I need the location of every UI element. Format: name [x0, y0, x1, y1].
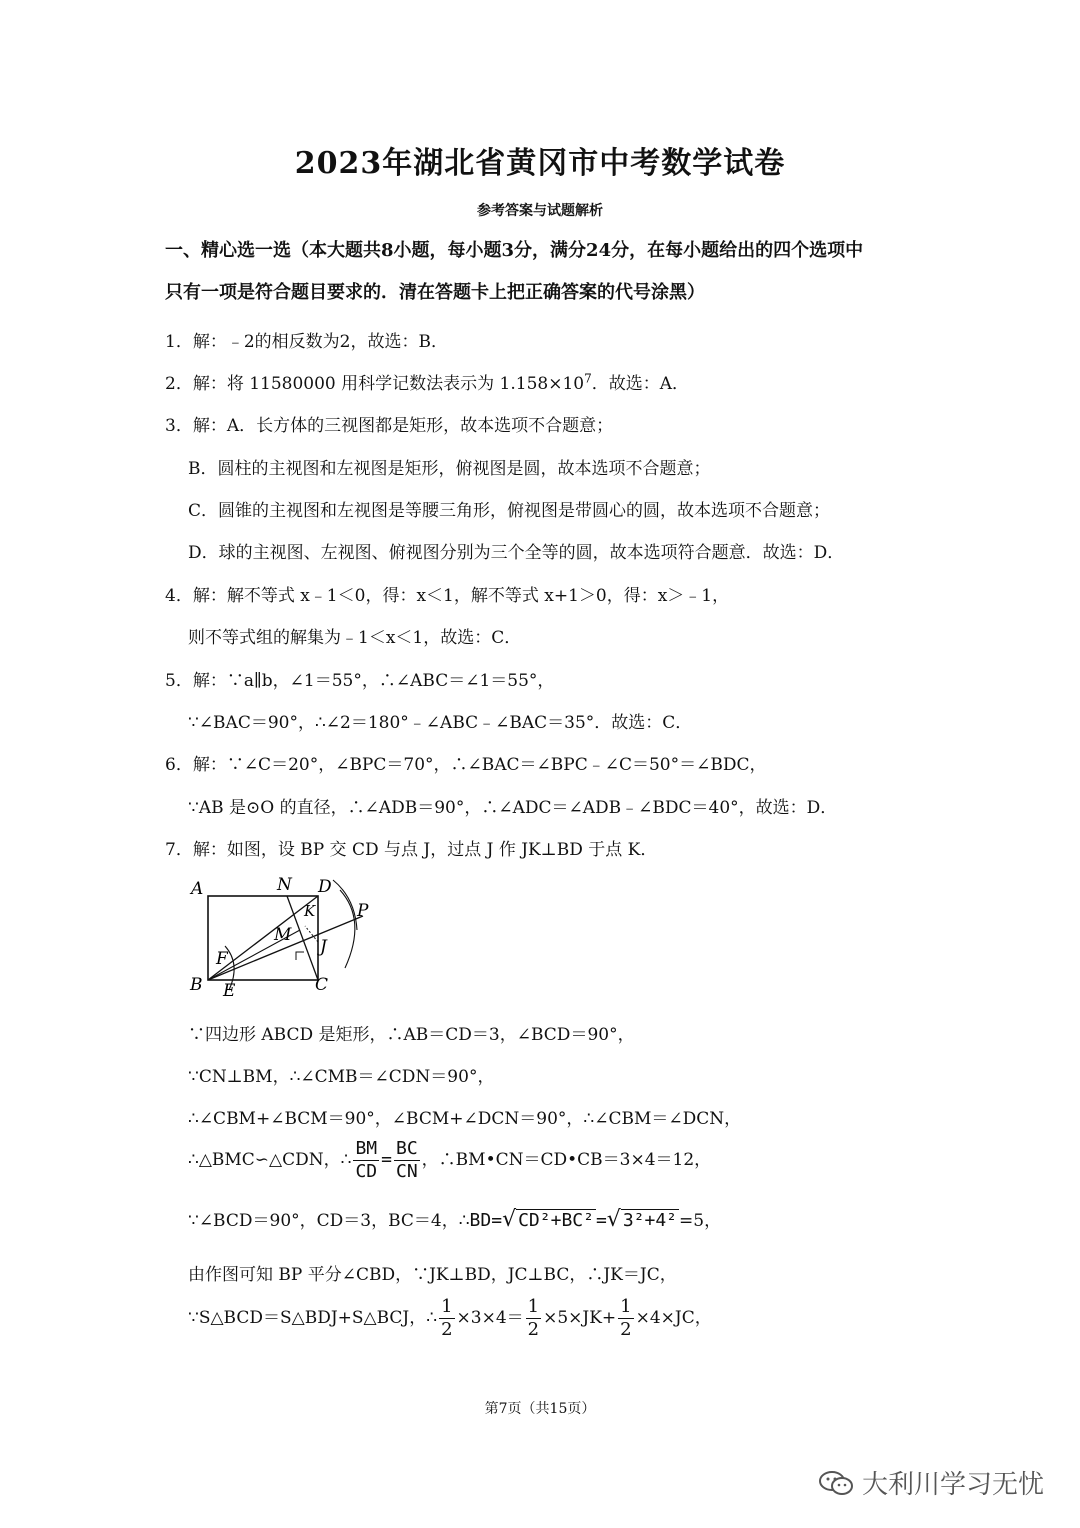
geometry-figure: [185, 872, 385, 1000]
fraction-half-3-numerator: 1: [620, 1296, 632, 1317]
radicand-2: 3²+4²: [622, 1210, 678, 1231]
fraction-bc-cn-numerator: BC: [395, 1138, 418, 1159]
label-f: F: [216, 949, 228, 969]
fraction-half-1: [439, 1296, 454, 1341]
page-title: 2023年湖北省黄冈市中考数学试卷: [294, 146, 786, 181]
label-d: D: [318, 877, 332, 897]
label-j: J: [320, 937, 327, 957]
answer-2: [165, 369, 689, 394]
answer-7-line-1: 7．解：如图，设 BP 交 CD 与点 J，过点 J 作 JK⊥BD 于点 K．: [165, 840, 658, 860]
watermark-text: 大利川学习无忧: [862, 1470, 1045, 1500]
answer-7-line-5: [188, 1138, 711, 1183]
answer-7-line-3: ∵CN⊥BM，∴∠CMB＝∠CDN＝90°，: [188, 1067, 495, 1087]
label-b: B: [190, 975, 203, 995]
answer-6-line-1: 6．解：∵∠C＝20°，∠BPC＝70°，∴∠BAC＝∠BPC﹣∠C＝50°＝∠BDC，: [165, 755, 767, 775]
watermark: [818, 1464, 1044, 1501]
answer-3-line-2: B．圆柱的主视图和左视图是矩形，俯视图是圆，故本选项不合题意；: [188, 459, 711, 479]
page-subtitle: 参考答案与试题解析: [477, 203, 603, 219]
arc-p: [340, 890, 355, 968]
sqrt-symbol-1: √: [502, 1207, 517, 1232]
answer-7-line-5-text: ∴△BMC∽△CDN，∴: [188, 1150, 352, 1170]
bd-expression: BD=: [469, 1210, 503, 1231]
arc-p-2: [333, 880, 357, 930]
answer-3-line-3: C．圆锥的主视图和左视图是等腰三角形，俯视图是带圆心的圆，故本选项不合题意；: [188, 501, 831, 521]
answer-7-line-7: 由作图可知 BP 平分∠CBD，∵JK⊥BD，JC⊥BC，∴JK＝JC，: [188, 1265, 677, 1285]
answer-4-line-2: 则不等式组的解集为﹣1＜x＜1，故选：C．: [188, 628, 522, 648]
answer-7-line-8-end: ×4×JC，: [635, 1308, 712, 1328]
answer-3-line-4: D．球的主视图、左视图、俯视图分别为三个全等的圆，故本选项符合题意．故选：D．: [188, 543, 845, 563]
answer-7-line-8: [188, 1296, 712, 1341]
fraction-half-3-denominator: 2: [620, 1319, 632, 1340]
answer-7-line-8-part-3: ×5×JK+: [543, 1308, 617, 1328]
answer-3-line-1: 3．解：A．长方体的三视图都是矩形，故本选项不合题意；: [165, 416, 614, 436]
wechat-icon: [818, 1469, 854, 1497]
fraction-half-1-denominator: 2: [441, 1319, 453, 1340]
page-number-footer: 第7页（共15页）: [484, 1401, 596, 1417]
fraction-bm-cd-numerator: BM: [355, 1138, 378, 1159]
answer-7-line-5-end: ，∴BM•CN＝CD•CB＝3×4＝12，: [421, 1150, 712, 1170]
equals-sign: =: [381, 1149, 392, 1170]
fraction-bc-cn-denominator: CN: [395, 1161, 418, 1182]
sqrt-symbol-2: √: [606, 1207, 621, 1232]
answer-2-exponent: 7: [584, 371, 592, 386]
answer-5-line-1: 5．解：∵a∥b，∠1＝55°，∴∠ABC＝∠1＝55°，: [165, 671, 555, 691]
label-a: A: [191, 879, 204, 899]
radicand-1: CD²+BC²: [518, 1210, 594, 1231]
label-p: P: [357, 901, 369, 921]
label-m: M: [274, 925, 292, 945]
answer-7-line-4: ∴∠CBM+∠BCM＝90°，∠BCM+∠DCN＝90°，∴∠CBM＝∠DCN，: [188, 1109, 742, 1129]
answer-7-line-6: [188, 1206, 721, 1232]
answer-7-line-8-part-2: ×3×4＝: [456, 1308, 524, 1328]
fraction-half-1-numerator: 1: [441, 1296, 453, 1317]
fraction-half-2: [526, 1296, 541, 1341]
right-angle-mark: [296, 952, 304, 960]
fraction-half-3: [618, 1296, 633, 1341]
answer-1: 1．解：﹣2的相反数为2，故选：B．: [165, 332, 448, 352]
answer-2-end: ．故选：A．: [591, 374, 690, 394]
answer-7-line-2: ∵四边形 ABCD 是矩形，∴AB＝CD＝3，∠BCD＝90°，: [188, 1025, 635, 1045]
fraction-bm-cd-denominator: CD: [355, 1161, 378, 1182]
answer-5-line-2: ∵∠BAC＝90°，∴∠2＝180°﹣∠ABC﹣∠BAC＝35°．故选：C．: [188, 713, 693, 733]
section-heading-line-2: 只有一项是符合题目要求的．清在答题卡上把正确答案的代号涂黑）: [165, 282, 705, 303]
answer-6-line-2: ∵AB 是⊙O 的直径，∴∠ADB＝90°，∴∠ADC＝∠ADB﹣∠BDC＝40°，故选：D．: [188, 798, 838, 818]
fraction-bm-cd: [353, 1138, 379, 1183]
fraction-bc-cn: [394, 1138, 420, 1183]
answer-7-line-8-text: ∵S△BCD＝S△BDJ+S△BCJ，∴: [188, 1308, 438, 1328]
answer-7-line-6-end: =5，: [679, 1211, 722, 1231]
label-n: N: [277, 875, 292, 895]
equals-sign-2: =: [595, 1210, 607, 1231]
answer-7-line-6-text: ∵∠BCD＝90°，CD＝3，BC＝4，∴: [188, 1211, 470, 1231]
fraction-half-2-denominator: 2: [527, 1319, 540, 1340]
label-e: E: [223, 981, 236, 1000]
answer-4-line-1: 4．解：解不等式 x﹣1＜0，得：x＜1，解不等式 x+1＞0，得：x＞﹣1，: [165, 586, 730, 606]
fraction-half-2-numerator: 1: [527, 1296, 540, 1317]
label-c: C: [315, 975, 329, 995]
answer-2-text: 2．解：将 11580000 用科学记数法表示为 1.158×10: [165, 374, 585, 394]
label-k: K: [304, 902, 316, 920]
section-heading-line-1: 一、精心选一选（本大题共8小题，每小题3分，满分24分，在每小题给出的四个选项中: [165, 240, 864, 261]
